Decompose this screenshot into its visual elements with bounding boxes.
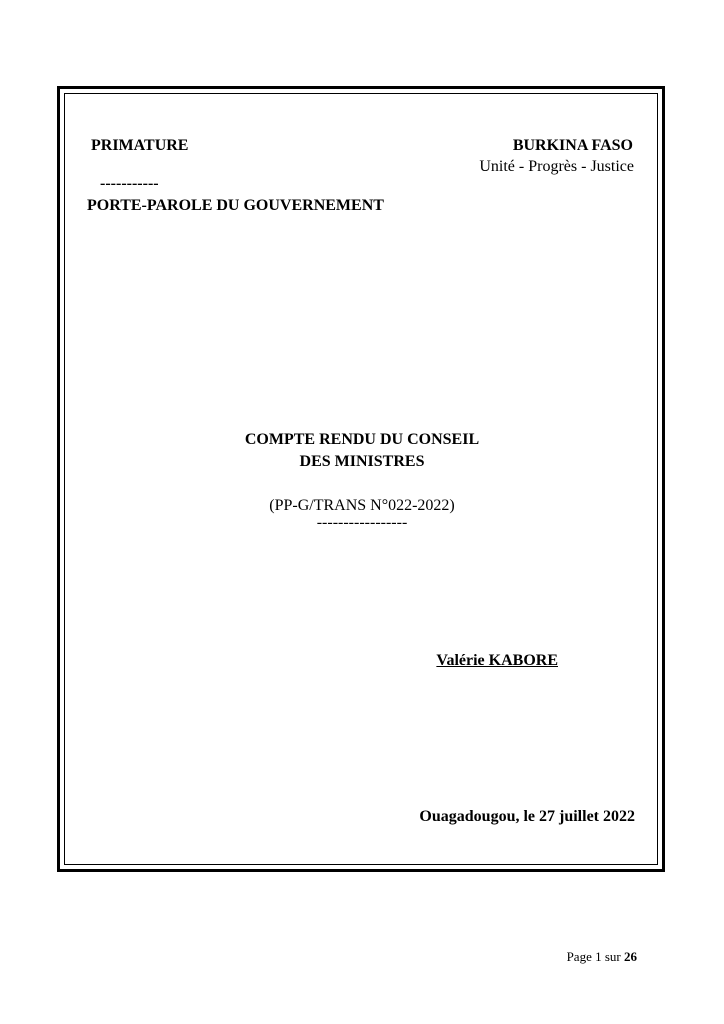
title-separator: -----------------	[316, 514, 408, 531]
header-motto: Unité - Progrès - Justice	[479, 158, 634, 175]
page-number-total: 26	[624, 949, 637, 964]
document-title-line1: COMPTE RENDU DU CONSEIL	[244, 431, 480, 448]
signatory-name: Valérie KABORE	[436, 652, 558, 669]
header-department: PORTE-PAROLE DU GOUVERNEMENT	[87, 197, 384, 214]
page-number-prefix: Page 1 sur	[566, 949, 621, 964]
page-number	[567, 949, 637, 964]
header-org: PRIMATURE	[91, 137, 189, 154]
header-country: BURKINA FASO	[512, 137, 633, 154]
place-date: Ouagadougou, le 27 juillet 2022	[419, 808, 635, 825]
document-reference: (PP-G/TRANS N°022-2022)	[269, 497, 455, 514]
header-separator: -----------	[100, 175, 159, 192]
document-title-line2: DES MINISTRES	[299, 453, 425, 470]
